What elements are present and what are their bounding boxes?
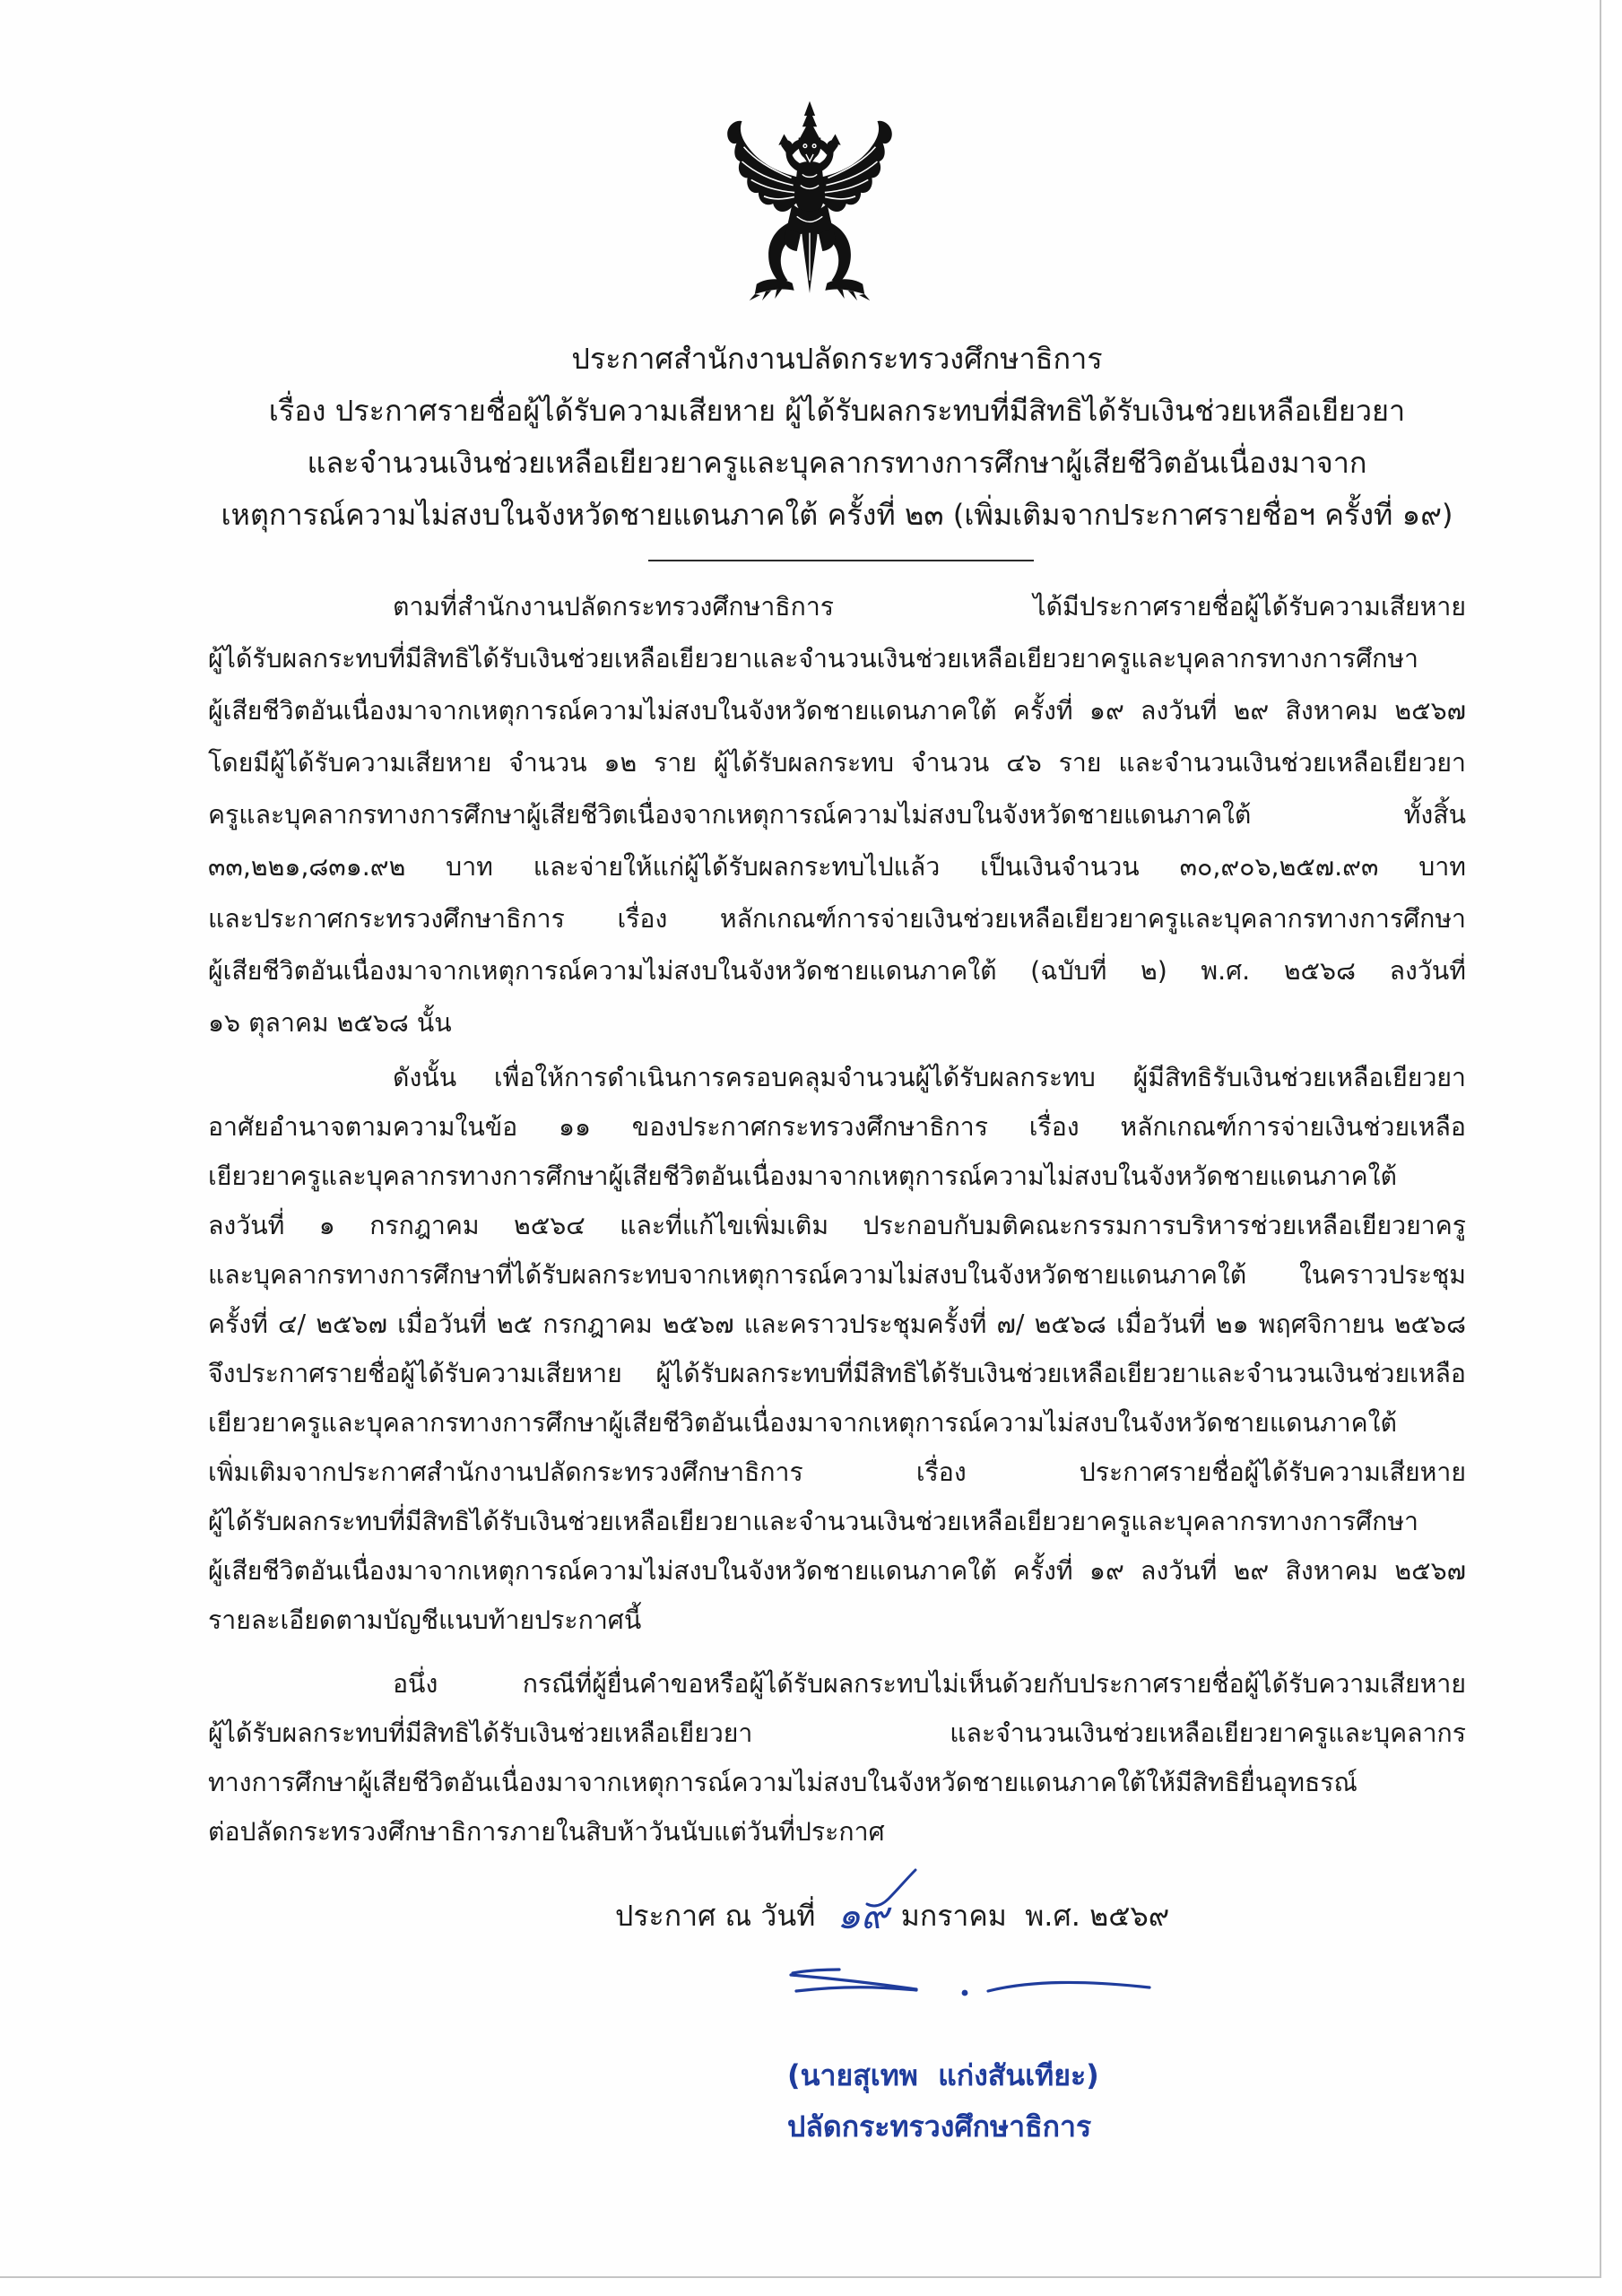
header-line: และจำนวนเงินช่วยเหลือเยียวยาครูและบุคลากรทางการศึกษาผู้เสียชีวิตอันเนื่องมาจาก: [307, 446, 1367, 480]
body-line: อาศัยอำนาจตามความในข้อ ๑๑ ของประกาศกระทรวงศึกษาธิการ เรื่อง หลักเกณฑ์การจ่ายเงินช่วยเหลือ: [208, 1112, 1466, 1142]
body-line: เยียวยาครูและบุคลากรทางการศึกษาผู้เสียชีวิตอันเนื่องมาจากเหตุการณ์ความไม่สงบในจังหวัดชายแดนภาคใต้: [208, 1161, 1397, 1191]
body-line: และประกาศกระทรวงศึกษาธิการ เรื่อง หลักเกณฑ์การจ่ายเงินช่วยเหลือเยียวยาครูและบุคลากรทางการศึกษา: [208, 904, 1466, 934]
signature-scribble: [780, 1959, 1157, 2031]
body-line: ลงวันที่ ๑ กรกฎาคม ๒๕๖๔ และที่แก้ไขเพิ่มเติม ประกอบกับมติคณะกรรมการบริหารช่วยเหลือเยียวยาครู: [208, 1211, 1466, 1240]
header-line: เหตุการณ์ความไม่สงบในจังหวัดชายแดนภาคใต้ ครั้งที่ ๒๓ (เพิ่มเติมจากประกาศรายชื่อฯ ครั้งที่ ๑๙): [221, 498, 1453, 532]
body-line: เพิ่มเติมจากประกาศสำนักงานปลัดกระทรวงศึกษาธิการ เรื่อง ประกาศรายชื่อผู้ได้รับความเสียหาย: [208, 1457, 1466, 1487]
body-line: ผู้ได้รับผลกระทบที่มีสิทธิได้รับเงินช่วยเหลือเยียวยาและจำนวนเงินช่วยเหลือเยียวยาครูและบุคลากรทางการศึกษา: [208, 1507, 1418, 1536]
body-line: ทางการศึกษาผู้เสียชีวิตอันเนื่องมาจากเหตุการณ์ความไม่สงบในจังหวัดชายแดนภาคใต้ให้มีสิทธิยื่นอุทธรณ์: [208, 1768, 1357, 1797]
announcement-header: [208, 333, 1466, 541]
body-line: ต่อปลัดกระทรวงศึกษาธิการภายในสิบห้าวันนับแต่วันที่ประกาศ: [208, 1817, 885, 1847]
announcement-date: [615, 1890, 1169, 1942]
body-line: ครั้งที่ ๔/ ๒๕๖๗ เมื่อวันที่ ๒๕ กรกฎาคม ๒๕๖๗ และคราวประชุมครั้งที่ ๗/ ๒๕๖๘ เมื่อวันที่ ๒๑ พฤศจิกายน ๒๕๖๘: [208, 1309, 1466, 1339]
body-line: ผู้เสียชีวิตอันเนื่องมาจากเหตุการณ์ความไม่สงบในจังหวัดชายแดนภาคใต้ (ฉบับที่ ๒) พ.ศ. ๒๕๖๘ ลงวันที่: [208, 956, 1466, 986]
body-line: ดังนั้น เพื่อให้การดำเนินการครอบคลุมจำนวนผู้ได้รับผลกระทบ ผู้มีสิทธิรับเงินช่วยเหลือเยียวยา: [393, 1063, 1466, 1092]
body-line: ผู้เสียชีวิตอันเนื่องมาจากเหตุการณ์ความไม่สงบในจังหวัดชายแดนภาคใต้ ครั้งที่ ๑๙ ลงวันที่ ๒๙ สิงหาคม ๒๕๖๗: [208, 696, 1466, 726]
header-separator: [648, 560, 1034, 561]
date-day-text: ๑๙: [837, 1893, 889, 1937]
body-line: จึงประกาศรายชื่อผู้ได้รับความเสียหาย ผู้ได้รับผลกระทบที่มีสิทธิได้รับเงินช่วยเหลือเยียวยาและจำนวนเงินช่วยเหลือ: [208, 1359, 1466, 1388]
body-line: โดยมีผู้ได้รับความเสียหาย จำนวน ๑๒ ราย ผู้ได้รับผลกระทบ จำนวน ๔๖ ราย และจำนวนเงินช่วยเหลือเยียวยา: [208, 748, 1466, 778]
handwritten-date-day: [837, 1886, 888, 1945]
body-line: ๑๖ ตุลาคม ๒๕๖๘ นั้น: [208, 1008, 452, 1038]
paragraph-2: [208, 1053, 1466, 1645]
body-line: อนึ่ง กรณีที่ผู้ยื่นคำขอหรือผู้ได้รับผลกระทบไม่เห็นด้วยกับประกาศรายชื่อผู้ได้รับความเสียหาย: [393, 1669, 1466, 1699]
body-line: ผู้ได้รับผลกระทบที่มีสิทธิได้รับเงินช่วยเหลือเยียวยาและจำนวนเงินช่วยเหลือเยียวยาครูและบุคลากรทางการศึกษา: [208, 644, 1418, 674]
body-line: ๓๓,๒๒๑,๘๓๑.๙๒ บาท และจ่ายให้แก่ผู้ได้รับผลกระทบไปแล้ว เป็นเงินจำนวน ๓๐,๙๐๖,๒๕๗.๙๓ บาท: [208, 852, 1466, 882]
body-line: ตามที่สำนักงานปลัดกระทรวงศึกษาธิการ ได้มีประกาศรายชื่อผู้ได้รับความเสียหาย: [393, 592, 1466, 622]
date-prefix: ประกาศ ณ วันที่: [615, 1898, 816, 1933]
paragraph-1: [208, 581, 1466, 1049]
handwritten-check-icon: [863, 1868, 917, 1913]
header-line: เรื่อง ประกาศรายชื่อผู้ได้รับความเสียหาย ผู้ได้รับผลกระทบที่มีสิทธิได้รับเงินช่วยเหลือเยียวยา: [268, 394, 1406, 428]
body-line: และบุคลากรทางการศึกษาที่ได้รับผลกระทบจากเหตุการณ์ความไม่สงบในจังหวัดชายแดนภาคใต้ ในคราวประชุม: [208, 1260, 1466, 1290]
body-line: ผู้ได้รับผลกระทบที่มีสิทธิได้รับเงินช่วยเหลือเยียวยา และจำนวนเงินช่วยเหลือเยียวยาครูและบุคลากร: [208, 1718, 1466, 1748]
signatory-name: (นายสุเทพ แก่งสันเทียะ): [787, 2058, 1099, 2092]
body-line: รายละเอียดตามบัญชีแนบท้ายประกาศนี้: [208, 1605, 642, 1635]
paragraph-3: [208, 1659, 1466, 1857]
body-line: ครูและบุคลากรทางการศึกษาผู้เสียชีวิตเนื่องจากเหตุการณ์ความไม่สงบในจังหวัดชายแดนภาคใต้ ทั้งสิ้น: [208, 800, 1466, 830]
date-month-year: มกราคม พ.ศ. ๒๕๖๙: [900, 1898, 1170, 1933]
body-line: ผู้เสียชีวิตอันเนื่องมาจากเหตุการณ์ความไม่สงบในจังหวัดชายแดนภาคใต้ ครั้งที่ ๑๙ ลงวันที่ ๒๙ สิงหาคม ๒๕๖๗: [208, 1556, 1466, 1586]
body-line: เยียวยาครูและบุคลากรทางการศึกษาผู้เสียชีวิตอันเนื่องมาจากเหตุการณ์ความไม่สงบในจังหวัดชายแดนภาคใต้: [208, 1408, 1397, 1438]
garuda-emblem-icon: [718, 100, 901, 309]
header-line: ประกาศสำนักงานปลัดกระทรวงศึกษาธิการ: [571, 342, 1103, 376]
signatory-position: ปลัดกระทรวงศึกษาธิการ: [787, 2109, 1092, 2144]
